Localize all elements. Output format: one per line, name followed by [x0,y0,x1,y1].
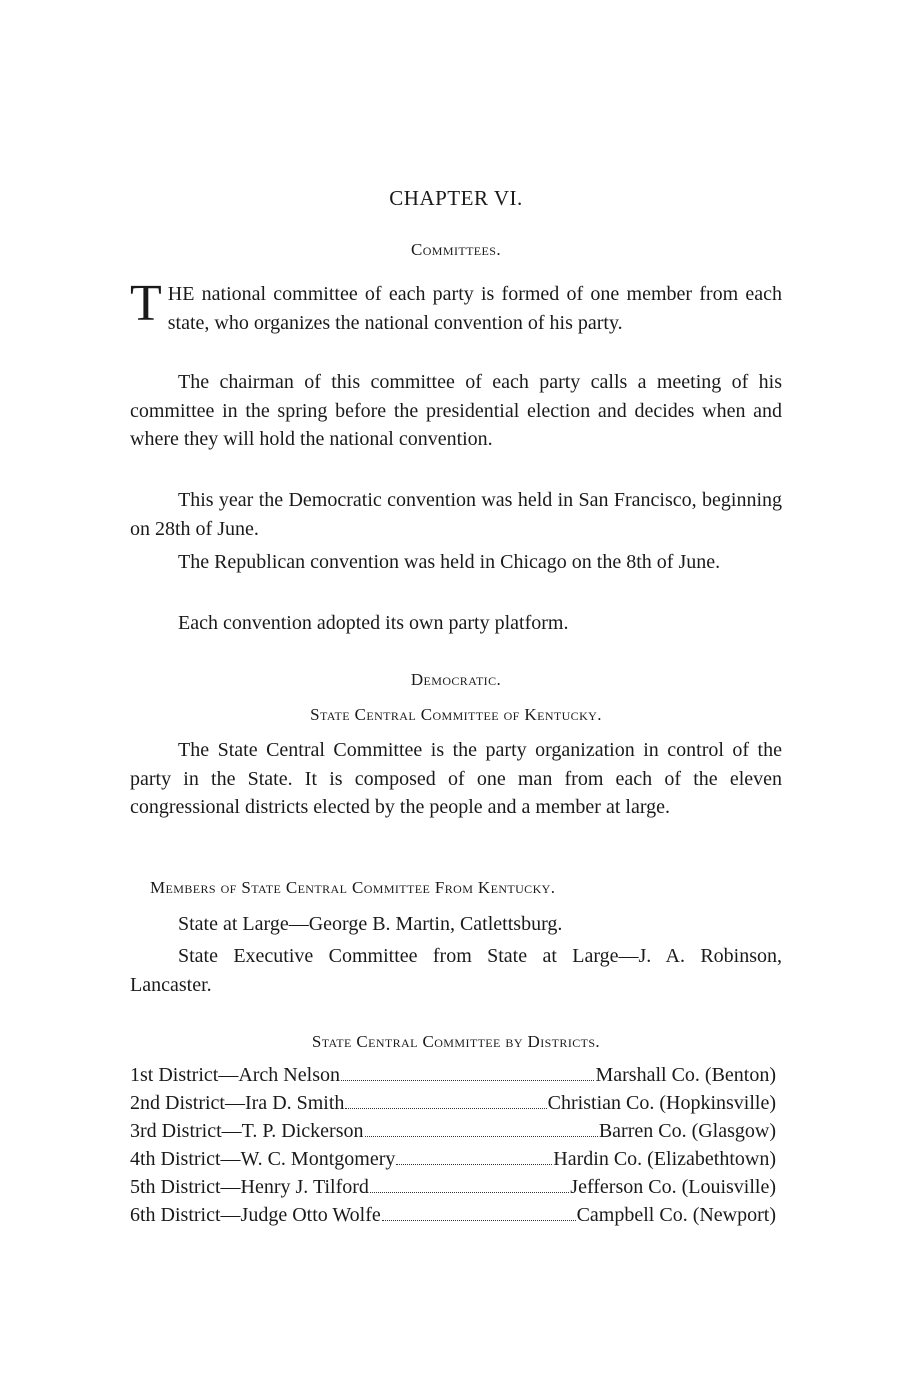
district-row [130,1092,776,1120]
intro-paragraph-5: Each convention adopted its own party platform. [178,612,569,634]
chapter-subtitle: Committees. [411,240,501,259]
intro-paragraph-4: The Republican convention was held in Chicago on the 8th of June. [178,551,721,573]
book-page [130,0,782,1400]
state-at-large-line: State at Large—George B. Martin, Catlettsburg. [178,913,563,935]
dot-leader [382,1220,576,1221]
district-list [130,1064,776,1232]
state-central-committee-heading: State Central Committee of Kentucky. [310,705,602,724]
district-name: 2nd District—Ira D. Smith [130,1092,345,1114]
district-county: Christian Co. (Hopkinsville) [547,1092,776,1114]
district-row [130,1064,776,1092]
state-executive-paragraph: State Executive Committee from State at Large—J. A. Robinson, Lancaster. [130,945,782,996]
district-name: 4th District—W. C. Montgomery [130,1148,396,1170]
districts-heading: State Central Committee by Districts. [311,1032,601,1051]
dot-leader [341,1080,594,1081]
intro-paragraph-1-text: HE national committee of each party is formed of one member from each state, who organizes the national convention of his party. [167,283,782,334]
district-county: Campbell Co. (Newport) [576,1204,776,1226]
district-row [130,1148,776,1176]
dot-leader [396,1164,552,1165]
district-name: 6th District—Judge Otto Wolfe [130,1204,381,1226]
district-county: Jefferson Co. (Louisville) [570,1176,776,1198]
district-name: 1st District—Arch Nelson [130,1064,340,1086]
intro-paragraph-1 [130,275,782,337]
dot-leader [370,1192,569,1193]
district-county: Hardin Co. (Elizabethtown) [553,1148,776,1170]
district-row [130,1176,776,1204]
district-row [130,1120,776,1148]
district-county: Marshall Co. (Benton) [595,1064,776,1086]
district-name: 5th District—Henry J. Tilford [130,1176,369,1198]
state-central-committee-paragraph: The State Central Committee is the party organization in control of the party in the State. It is composed of one man from each of the eleven congressional districts elected by the people and a member at large. [130,739,782,818]
democratic-heading: Democratic. [410,670,502,689]
intro-paragraph-3: This year the Democratic convention was held in San Francisco, beginning on 28th of June. [130,489,782,540]
district-row [130,1204,776,1232]
district-name: 3rd District—T. P. Dickerson [130,1120,364,1142]
dot-leader [365,1136,598,1137]
members-heading: Members of State Central Committee From Kentucky. [150,878,556,897]
intro-paragraph-2: The chairman of this committee of each party calls a meeting of his committee in the spring before the presidential election and decides when and where they will hold the national convention. [130,371,782,450]
dot-leader [345,1108,546,1109]
chapter-title: CHAPTER VI. [389,186,523,210]
drop-cap: T [130,275,162,332]
district-county: Barren Co. (Glasgow) [598,1120,776,1142]
